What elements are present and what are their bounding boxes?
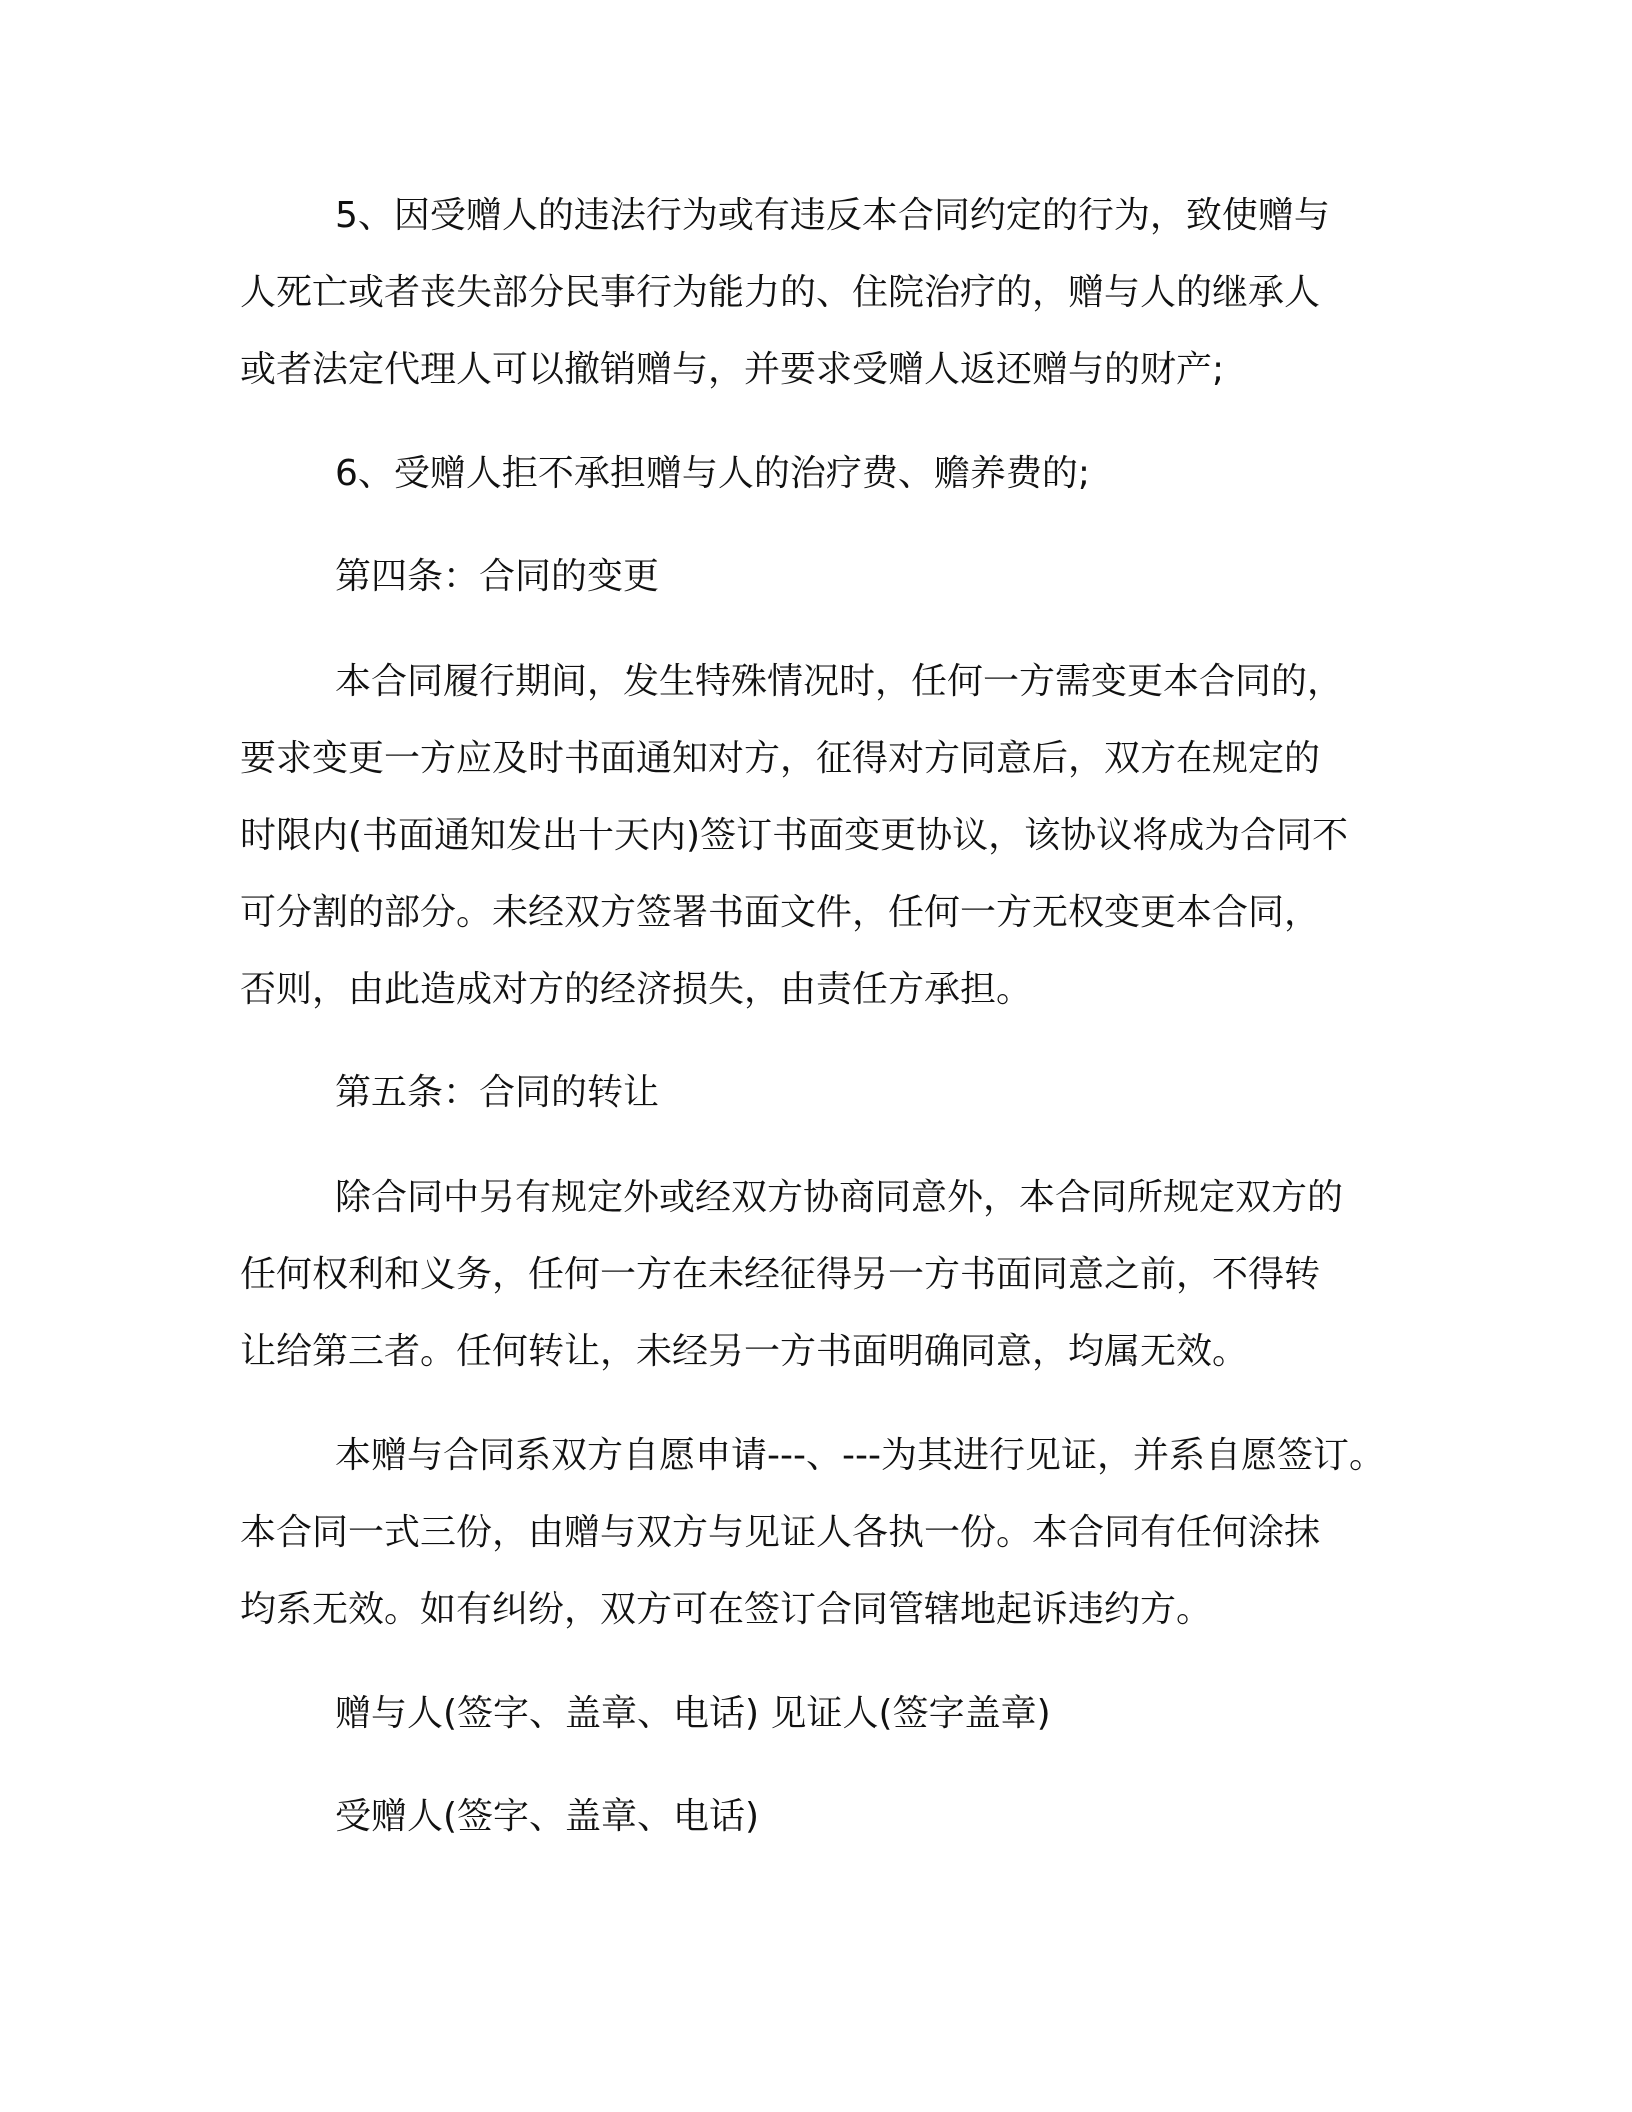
signature-donee: 受赠人(签字、盖章、电话) <box>335 1796 760 1837</box>
article4-line5: 否则，由此造成对方的经济损失，由责任方承担。 <box>240 969 1033 1010</box>
article4-line1: 本合同履行期间，发生特殊情况时，任何一方需变更本合同的， <box>335 661 1344 702</box>
clause5-line3: 或者法定代理人可以撤销赠与，并要求受赠人返还赠与的财产; <box>240 349 1225 390</box>
article5-line1: 除合同中另有规定外或经双方协商同意外，本合同所规定双方的 <box>335 1177 1344 1218</box>
closing-line1: 本赠与合同系双方自愿申请---、---为其进行见证，并系自愿签订。 <box>335 1435 1385 1476</box>
article5-title: 第五条：合同的转让 <box>335 1072 660 1113</box>
clause5-line2: 人死亡或者丧失部分民事行为能力的、住院治疗的，赠与人的继承人 <box>240 272 1321 313</box>
closing-line3: 均系无效。如有纠纷，双方可在签订合同管辖地起诉违约方。 <box>240 1589 1213 1630</box>
article4-line2: 要求变更一方应及时书面通知对方，征得对方同意后，双方在规定的 <box>240 738 1321 779</box>
article4-title: 第四条：合同的变更 <box>335 556 660 597</box>
clause6: 6、受赠人拒不承担赠与人的治疗费、赡养费的; <box>335 453 1091 494</box>
article5-line3: 让给第三者。任何转让，未经另一方书面明确同意，均属无效。 <box>240 1331 1249 1372</box>
article5-line2: 任何权利和义务，任何一方在未经征得另一方书面同意之前，不得转 <box>240 1254 1321 1295</box>
article4-line3: 时限内(书面通知发出十天内)签订书面变更协议，该协议将成为合同不 <box>240 815 1349 856</box>
article4-line4: 可分割的部分。未经双方签署书面文件，任何一方无权变更本合同， <box>240 892 1321 933</box>
signature-donor-witness: 赠与人(签字、盖章、电话) 见证人(签字盖章) <box>335 1693 1051 1734</box>
clause5-line1: 5、因受赠人的违法行为或有违反本合同约定的行为，致使赠与 <box>335 195 1330 236</box>
closing-line2: 本合同一式三份，由赠与双方与见证人各执一份。本合同有任何涂抹 <box>240 1512 1321 1553</box>
